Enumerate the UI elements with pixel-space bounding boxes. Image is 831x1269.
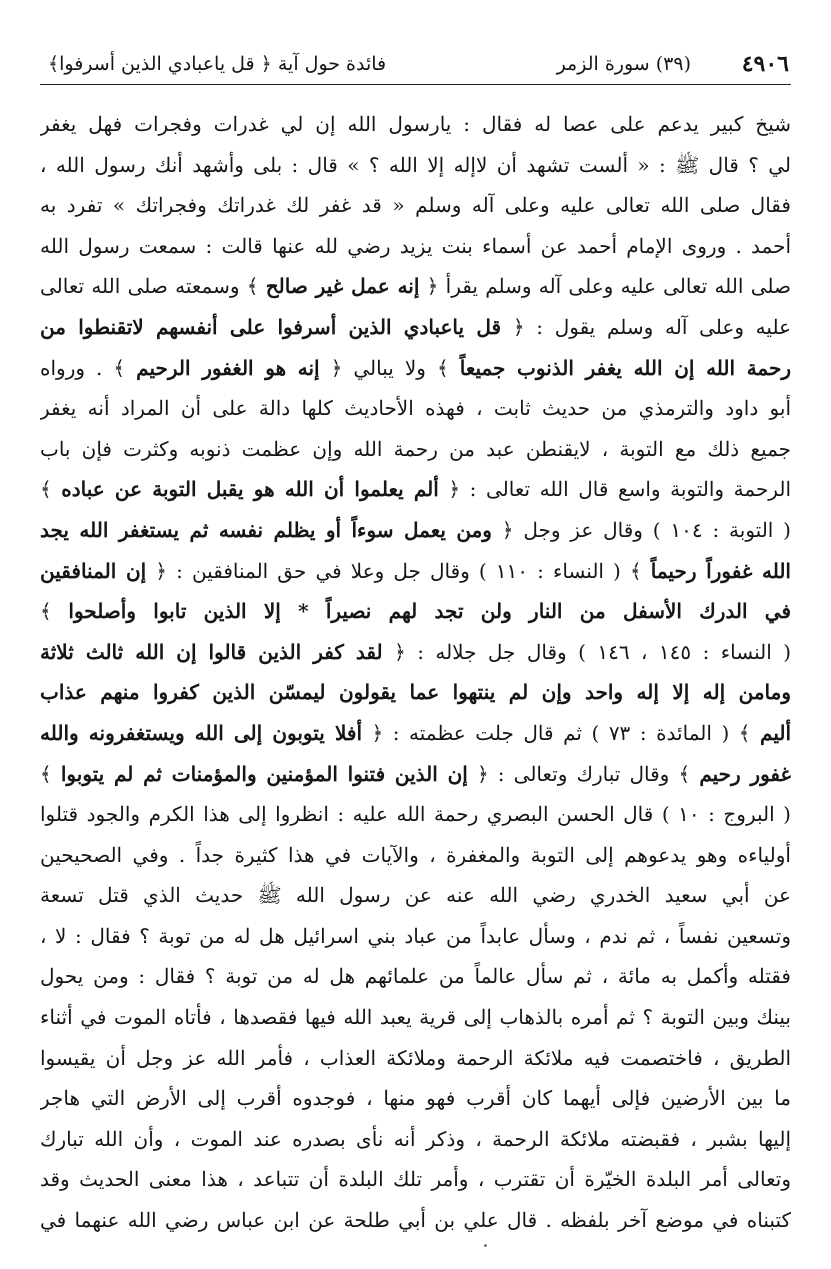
text-line — [40, 226, 791, 267]
text-line — [40, 672, 791, 713]
body-text-segment: ( النساء : ١٤٥ ، ١٤٦ ) وقال جل جلاله : ﴿ — [382, 639, 791, 664]
text-line — [40, 632, 791, 673]
body-text-segment: كتبناه في موضع آخر بلفظه . قال علي بن أبي طلحة عن ابن عباس رضي الله عنهما في — [40, 1208, 791, 1233]
body-text-segment: ﴾ ( المائدة : ٧٣ ) ثم قال جلت عظمته : ﴿ — [362, 720, 761, 745]
body-text-segment: فقال صلى الله تعالى عليه وعلى آله وسلم « قد غفر لك غدراتك وفجراتك » تفرد به — [40, 193, 791, 218]
text-line — [40, 185, 791, 226]
page-dot — [484, 1244, 487, 1247]
body-text-segment: ﴾ . ورواه — [40, 355, 137, 380]
body-text-segment: صلى الله تعالى عليه وعلى آله وسلم يقرأ ﴿ — [419, 274, 791, 299]
text-line — [40, 551, 791, 592]
text-line — [40, 1159, 791, 1200]
body-text-segment: الطريق ، فاختصمت فيه ملائكة الرحمة وملائكة العذاب ، فأمر الله عز وجل أن يقيسوا — [40, 1045, 791, 1070]
text-line — [40, 145, 791, 186]
body-text-segment: الرحمة والتوبة واسع قال الله تعالى : ﴿ — [438, 477, 791, 502]
body-text-segment: ﴾ ولا يبالي ﴿ — [319, 355, 460, 380]
text-line — [40, 429, 791, 470]
body-text-segment: ﴾ — [40, 477, 62, 502]
body-text-segment: ﴾ وقال تبارك وتعالى : ﴿ — [467, 761, 700, 786]
body-text-segment: جميع ذلك مع التوبة ، لايقنطن عبد من رحمة الله وإن عظمت ذنوبه وكثرت فإن باب — [40, 436, 791, 461]
quran-verse-text: رحمة الله إن الله يغفر الذنوب جميعاً — [459, 355, 791, 380]
text-line — [40, 794, 791, 835]
text-line — [40, 469, 791, 510]
page-number: ٤٩٠٦ — [741, 51, 789, 77]
quran-verse-text: إنه هو الغفور الرحيم — [136, 355, 320, 380]
text-line — [40, 1078, 791, 1119]
text-line — [40, 754, 791, 795]
quran-verse-text: ومن يعمل سوءاً أو يظلم نفسه ثم يستغفر الله يجد — [40, 517, 492, 542]
body-text-segment: وتسعين نفساً ، ثم ندم ، وسأل عابداً من عباد بني اسرائيل هل له من توبة ؟ فقال : لا ، — [40, 923, 791, 948]
text-line — [40, 266, 791, 307]
text-line — [40, 1119, 791, 1160]
quran-verse-text: ومامن إله إلا إله واحد وإن لم ينتهوا عما يقولون ليمسّن الذين كفروا منهم عذاب — [40, 680, 791, 705]
body-text-segment: عليه وعلى آله وسلم يقول : ﴿ — [501, 314, 791, 339]
text-line — [40, 104, 791, 145]
quran-verse-text: أليم — [760, 720, 791, 745]
body-text-segment: شيخ كبير يدعم على عصا له فقال : يارسول الله إن لي غدرات وفجرات فهل يغفر — [40, 112, 791, 136]
surah-title: (٣٩) سورة الزمر — [556, 53, 691, 75]
text-line — [40, 956, 791, 997]
text-line — [40, 835, 791, 876]
body-text-segment: ( البروج : ١٠ ) قال الحسن البصري رحمة الله عليه : انظروا إلى هذا الكرم والجود قتلوا — [40, 802, 791, 827]
section-title: فائدة حول آية ﴿ قل ياعبادي الذين أسرفوا﴾ — [48, 53, 387, 75]
text-line — [40, 348, 791, 389]
text-line — [40, 713, 791, 754]
quran-verse-text: إن المنافقين — [40, 558, 147, 583]
text-line — [40, 591, 791, 632]
body-text-segment: أولياءه وهو يدعوهم إلى التوبة والمغفرة ، والآيات في هذا كثيرة جداً . وفي الصحيحين — [40, 842, 791, 867]
body-text-segment: ما بين الأرضين فإلى أيهما كان أقرب فهو منها ، فوجدوه أقرب إلى الأرض التي هاجر — [40, 1086, 791, 1111]
quran-verse-text: ألم يعلموا أن الله هو يقبل التوبة عن عباده — [61, 477, 439, 502]
body-text-segment: ﴾ — [40, 599, 69, 624]
quran-verse-text: الله غفوراً رحيماً — [650, 558, 791, 583]
quran-verse-text: أفلا يتوبون إلى الله ويستغفرونه والله — [40, 720, 363, 745]
body-text-segment: لي ؟ قال ﷺ : « ألست تشهد أن لاإله إلا الله ؟ » قال : بلى وأشهد أنك رسول الله ، — [40, 152, 791, 177]
body-text-segment: بينك وبين التوبة ؟ ثم أمره بالذهاب إلى قرية يعبد الله فيها فقصدها ، فأتاه الموت في أثناء — [40, 1005, 791, 1030]
text-line — [40, 510, 791, 551]
body-text — [40, 104, 791, 1241]
text-line — [40, 916, 791, 957]
body-text-segment: عن أبي سعيد الخدري رضي الله عنه عن رسول الله ﷺ حديث الذي قتل تسعة — [40, 883, 791, 908]
text-line — [40, 388, 791, 429]
body-text-segment: أحمد . وروى الإمام أحمد عن أسماء بنت يزيد رضي لله عنها قالت : سمعت رسول الله — [40, 233, 791, 258]
text-line — [40, 997, 791, 1038]
body-text-segment: ﴾ وسمعته صلى الله تعالى — [40, 274, 266, 299]
body-text-segment: ﴾ ( النساء : ١١٠ ) وقال جل وعلا في حق المنافقين : ﴿ — [146, 558, 651, 583]
text-line — [40, 1038, 791, 1079]
quran-verse-text: غفور رحيم — [699, 761, 791, 786]
body-text-segment: وتعالى أمر البلدة الخيّرة أن تقترب ، وأمر تلك البلدة أن تتباعد ، هذا معنى الحديث وقد — [40, 1167, 791, 1192]
running-header — [40, 44, 791, 84]
text-line — [40, 1200, 791, 1241]
body-text-segment: ( التوبة : ١٠٤ ) وقال عز وجل ﴿ — [491, 517, 791, 542]
text-line — [40, 307, 791, 348]
body-text-segment: فقتله وأكمل به مائة ، ثم سأل عالماً من علمائهم هل له من توبة ؟ فقال : ومن يحول — [40, 964, 791, 989]
body-text-segment: ﴾ — [40, 761, 61, 786]
quran-verse-text: إنه عمل غير صالح — [265, 274, 420, 299]
header-rule — [40, 84, 791, 85]
quran-verse-text: إن الذين فتنوا المؤمنين والمؤمنات ثم لم يتوبوا — [60, 761, 468, 786]
body-text-segment: إليها بشبر ، فقبضته ملائكة الرحمة ، وذكر أنه نأى بصدره عند الموت ، وأن الله تبارك — [40, 1126, 791, 1151]
text-line — [40, 875, 791, 916]
quran-verse-text: قل ياعبادي الذين أسرفوا على أنفسهم لاتقنطوا من — [40, 314, 502, 339]
body-text-segment: أبو داود والترمذي من حديث ثابت ، فهذه الأحاديث كلها دالة على أن المراد أنه يغفر — [40, 396, 791, 421]
quran-verse-text: لقد كفر الذين قالوا إن الله ثالث ثلاثة — [40, 639, 383, 664]
quran-verse-text: في الدرك الأسفل من النار ولن تجد لهم نصيراً * إلا الذين تابوا وأصلحوا — [68, 599, 791, 624]
